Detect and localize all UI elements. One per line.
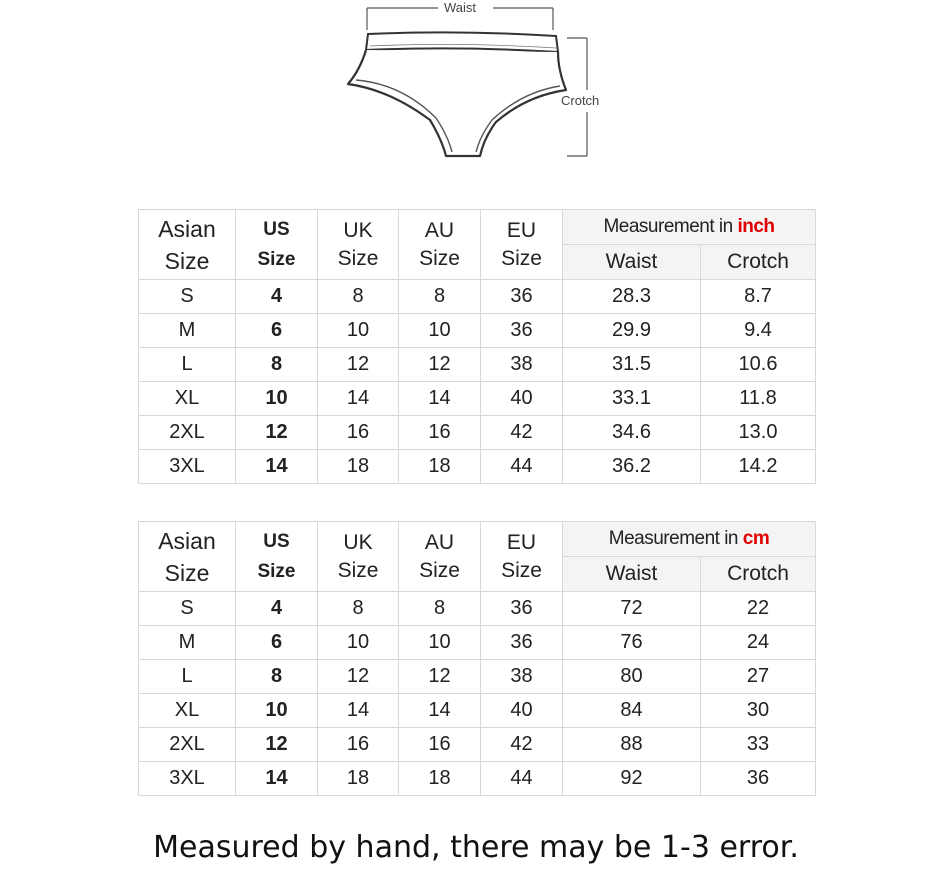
table-row	[139, 694, 816, 728]
cell-crotch: 9.4	[701, 314, 816, 348]
header-asian-size: Asian Size	[139, 522, 236, 592]
header-uk-size: UK Size	[318, 522, 399, 592]
cell-eu: 36	[481, 280, 563, 314]
table-row	[139, 314, 816, 348]
garment-diagram	[330, 0, 620, 170]
header-crotch: Crotch	[701, 245, 816, 280]
cell-waist: 88	[563, 728, 701, 762]
cell-uk: 18	[318, 762, 399, 796]
cell-uk: 16	[318, 416, 399, 450]
briefs-outline-icon	[330, 0, 620, 170]
cell-waist: 33.1	[563, 382, 701, 416]
cell-au: 10	[399, 626, 481, 660]
cell-asian: XL	[139, 694, 236, 728]
cell-crotch: 13.0	[701, 416, 816, 450]
cell-au: 18	[399, 762, 481, 796]
cell-us: 6	[236, 314, 318, 348]
size-table-cm	[138, 521, 816, 796]
cell-crotch: 14.2	[701, 450, 816, 484]
cell-us: 14	[236, 450, 318, 484]
cell-uk: 10	[318, 314, 399, 348]
cell-waist: 84	[563, 694, 701, 728]
cell-asian: M	[139, 626, 236, 660]
cell-asian: S	[139, 280, 236, 314]
cell-asian: L	[139, 660, 236, 694]
cell-eu: 40	[481, 382, 563, 416]
header-waist: Waist	[563, 557, 701, 592]
cell-eu: 38	[481, 660, 563, 694]
cell-crotch: 30	[701, 694, 816, 728]
cell-waist: 72	[563, 592, 701, 626]
cell-uk: 12	[318, 348, 399, 382]
cell-uk: 18	[318, 450, 399, 484]
cell-au: 16	[399, 728, 481, 762]
cell-waist: 92	[563, 762, 701, 796]
cell-us: 4	[236, 280, 318, 314]
cell-crotch: 36	[701, 762, 816, 796]
header-us-size: US Size	[236, 522, 318, 592]
header-uk-size: UK Size	[318, 210, 399, 280]
header-asian-size: Asian Size	[139, 210, 236, 280]
cell-au: 12	[399, 660, 481, 694]
header-measurement-inch: Measurement in inch	[563, 210, 816, 245]
cell-asian: 3XL	[139, 762, 236, 796]
cell-uk: 16	[318, 728, 399, 762]
cell-waist: 29.9	[563, 314, 701, 348]
table-row	[139, 280, 816, 314]
cell-eu: 36	[481, 314, 563, 348]
cell-au: 14	[399, 382, 481, 416]
cell-waist: 34.6	[563, 416, 701, 450]
table-row	[139, 382, 816, 416]
cell-us: 8	[236, 348, 318, 382]
header-crotch: Crotch	[701, 557, 816, 592]
cell-waist: 76	[563, 626, 701, 660]
cm-table-body	[139, 592, 816, 796]
measurement-note: Measured by hand, there may be 1-3 error.	[153, 830, 799, 865]
cell-crotch: 10.6	[701, 348, 816, 382]
table-row	[139, 728, 816, 762]
cell-uk: 8	[318, 592, 399, 626]
table-row	[139, 626, 816, 660]
cell-crotch: 11.8	[701, 382, 816, 416]
table-row	[139, 348, 816, 382]
cell-us: 12	[236, 416, 318, 450]
cell-asian: 2XL	[139, 416, 236, 450]
unit-inch: inch	[737, 216, 775, 237]
cell-waist: 80	[563, 660, 701, 694]
cell-asian: 2XL	[139, 728, 236, 762]
cell-us: 10	[236, 382, 318, 416]
cell-uk: 12	[318, 660, 399, 694]
header-eu-size: EU Size	[481, 210, 563, 280]
cell-crotch: 8.7	[701, 280, 816, 314]
cell-au: 12	[399, 348, 481, 382]
cell-asian: XL	[139, 382, 236, 416]
cell-eu: 42	[481, 416, 563, 450]
cell-au: 18	[399, 450, 481, 484]
cell-crotch: 22	[701, 592, 816, 626]
cell-au: 8	[399, 592, 481, 626]
cell-uk: 10	[318, 626, 399, 660]
cell-au: 8	[399, 280, 481, 314]
cell-waist: 36.2	[563, 450, 701, 484]
cell-crotch: 27	[701, 660, 816, 694]
table-row	[139, 592, 816, 626]
header-waist: Waist	[563, 245, 701, 280]
table-row	[139, 762, 816, 796]
cell-eu: 36	[481, 592, 563, 626]
crotch-label: Crotch	[561, 93, 600, 108]
cell-eu: 42	[481, 728, 563, 762]
cell-us: 12	[236, 728, 318, 762]
cell-uk: 14	[318, 694, 399, 728]
cell-asian: 3XL	[139, 450, 236, 484]
header-au-size: AU Size	[399, 210, 481, 280]
cell-au: 16	[399, 416, 481, 450]
cell-us: 10	[236, 694, 318, 728]
cell-asian: L	[139, 348, 236, 382]
cell-eu: 38	[481, 348, 563, 382]
cell-eu: 40	[481, 694, 563, 728]
cell-eu: 44	[481, 762, 563, 796]
size-table-inch	[138, 209, 816, 484]
cell-crotch: 33	[701, 728, 816, 762]
unit-cm: cm	[742, 528, 770, 549]
cell-us: 8	[236, 660, 318, 694]
cell-us: 14	[236, 762, 318, 796]
cell-eu: 44	[481, 450, 563, 484]
header-eu-size: EU Size	[481, 522, 563, 592]
header-us-size: US Size	[236, 210, 318, 280]
table-row	[139, 660, 816, 694]
cell-us: 4	[236, 592, 318, 626]
cell-waist: 28.3	[563, 280, 701, 314]
cell-crotch: 24	[701, 626, 816, 660]
cell-uk: 14	[318, 382, 399, 416]
cell-asian: S	[139, 592, 236, 626]
cell-waist: 31.5	[563, 348, 701, 382]
header-au-size: AU Size	[399, 522, 481, 592]
cell-asian: M	[139, 314, 236, 348]
cell-uk: 8	[318, 280, 399, 314]
cell-us: 6	[236, 626, 318, 660]
cell-au: 14	[399, 694, 481, 728]
inch-table-body	[139, 280, 816, 484]
table-row	[139, 416, 816, 450]
header-measurement-cm: Measurement in cm	[563, 522, 816, 557]
cell-au: 10	[399, 314, 481, 348]
waist-label: Waist	[444, 0, 477, 15]
table-row	[139, 450, 816, 484]
cell-eu: 36	[481, 626, 563, 660]
